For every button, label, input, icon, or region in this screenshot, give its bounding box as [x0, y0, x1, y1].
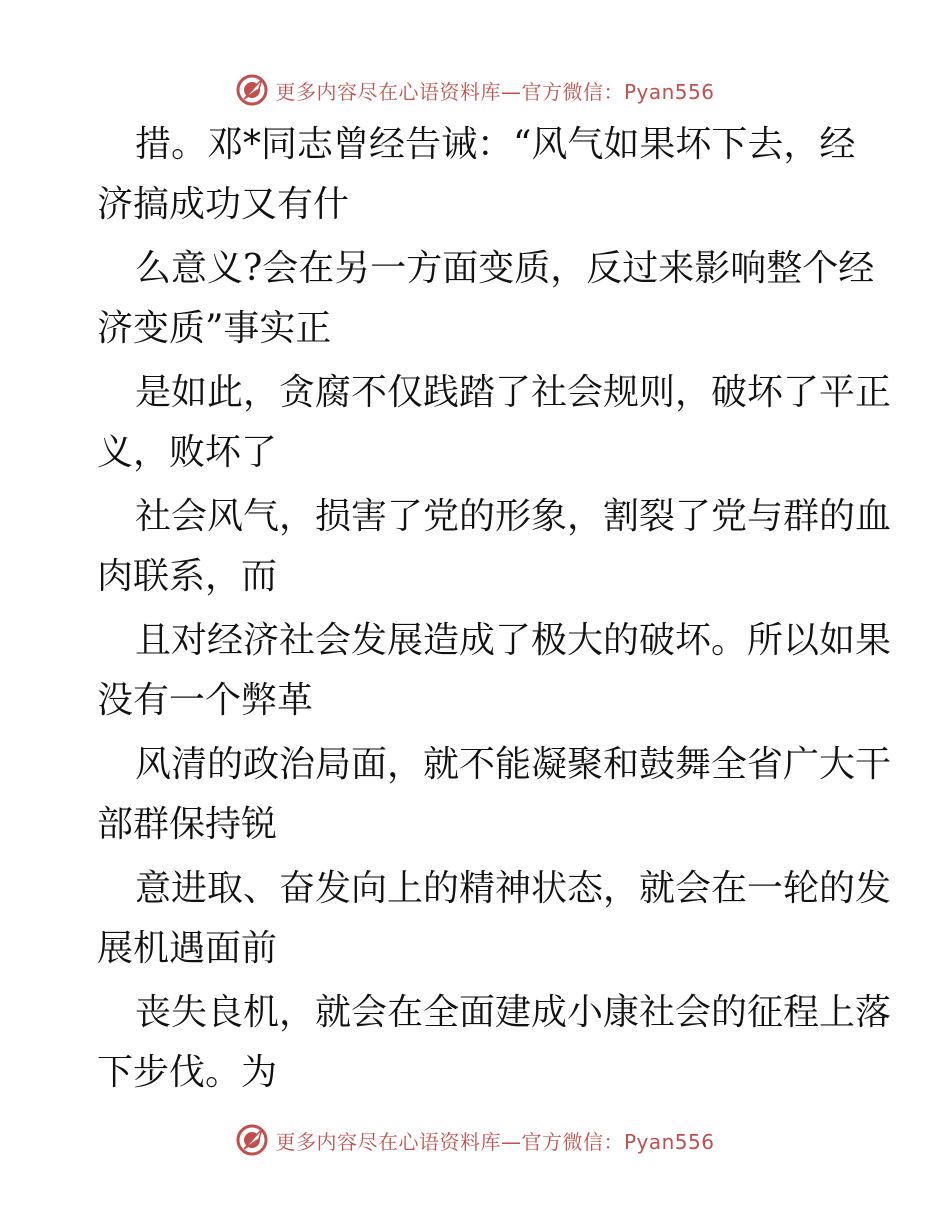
paragraph-line: 济变质”事实正 [97, 308, 332, 349]
paragraph-line: 措。邓*同志曾经告诫：“风气如果坏下去，经 [135, 124, 856, 165]
paragraph [0, 239, 950, 359]
paragraph-line: 展机遇面前 [97, 928, 278, 969]
paragraph-line: 义，败坏了 [97, 432, 278, 473]
paragraph-line: 肉联系，而 [97, 556, 278, 597]
feather-logo-icon [235, 73, 269, 107]
banner-text: 更多内容尽在心语资料库—官方微信：Pyan556 [275, 1129, 715, 1154]
banner-text: 更多内容尽在心语资料库—官方微信：Pyan556 [275, 79, 715, 104]
paragraph-line: 济搞成功又有什 [97, 184, 350, 225]
feather-logo-icon [235, 1123, 269, 1157]
footer-banner [0, 1120, 950, 1160]
paragraph-line: 么意义?会在另一方面变质，反过来影响整个经 [135, 248, 875, 289]
paragraph-line: 社会风气，损害了党的形象，割裂了党与群的血 [135, 496, 892, 537]
paragraph [0, 363, 950, 483]
paragraph-line: 且对经济社会发展造成了极大的破坏。所以如果 [135, 620, 892, 661]
header-banner [0, 70, 950, 110]
paragraph-line: 丧失良机，就会在全面建成小康社会的征程上落 [135, 992, 892, 1033]
paragraph [0, 859, 950, 979]
paragraph [0, 115, 950, 235]
paragraph-line: 下步伐。为 [97, 1052, 278, 1093]
paragraph [0, 611, 950, 731]
paragraph-line: 意进取、奋发向上的精神状态，就会在一轮的发 [135, 868, 892, 909]
paragraph [0, 487, 950, 607]
paragraph-line: 风清的政治局面，就不能凝聚和鼓舞全省广大干 [135, 744, 892, 785]
paragraph [0, 735, 950, 855]
paragraph-line: 部群保持锐 [97, 804, 278, 845]
paragraph-line: 是如此，贪腐不仅践踏了社会规则，破坏了平正 [135, 372, 892, 413]
document-body [0, 115, 950, 1103]
paragraph-line: 没有一个弊革 [97, 680, 314, 721]
paragraph [0, 983, 950, 1103]
